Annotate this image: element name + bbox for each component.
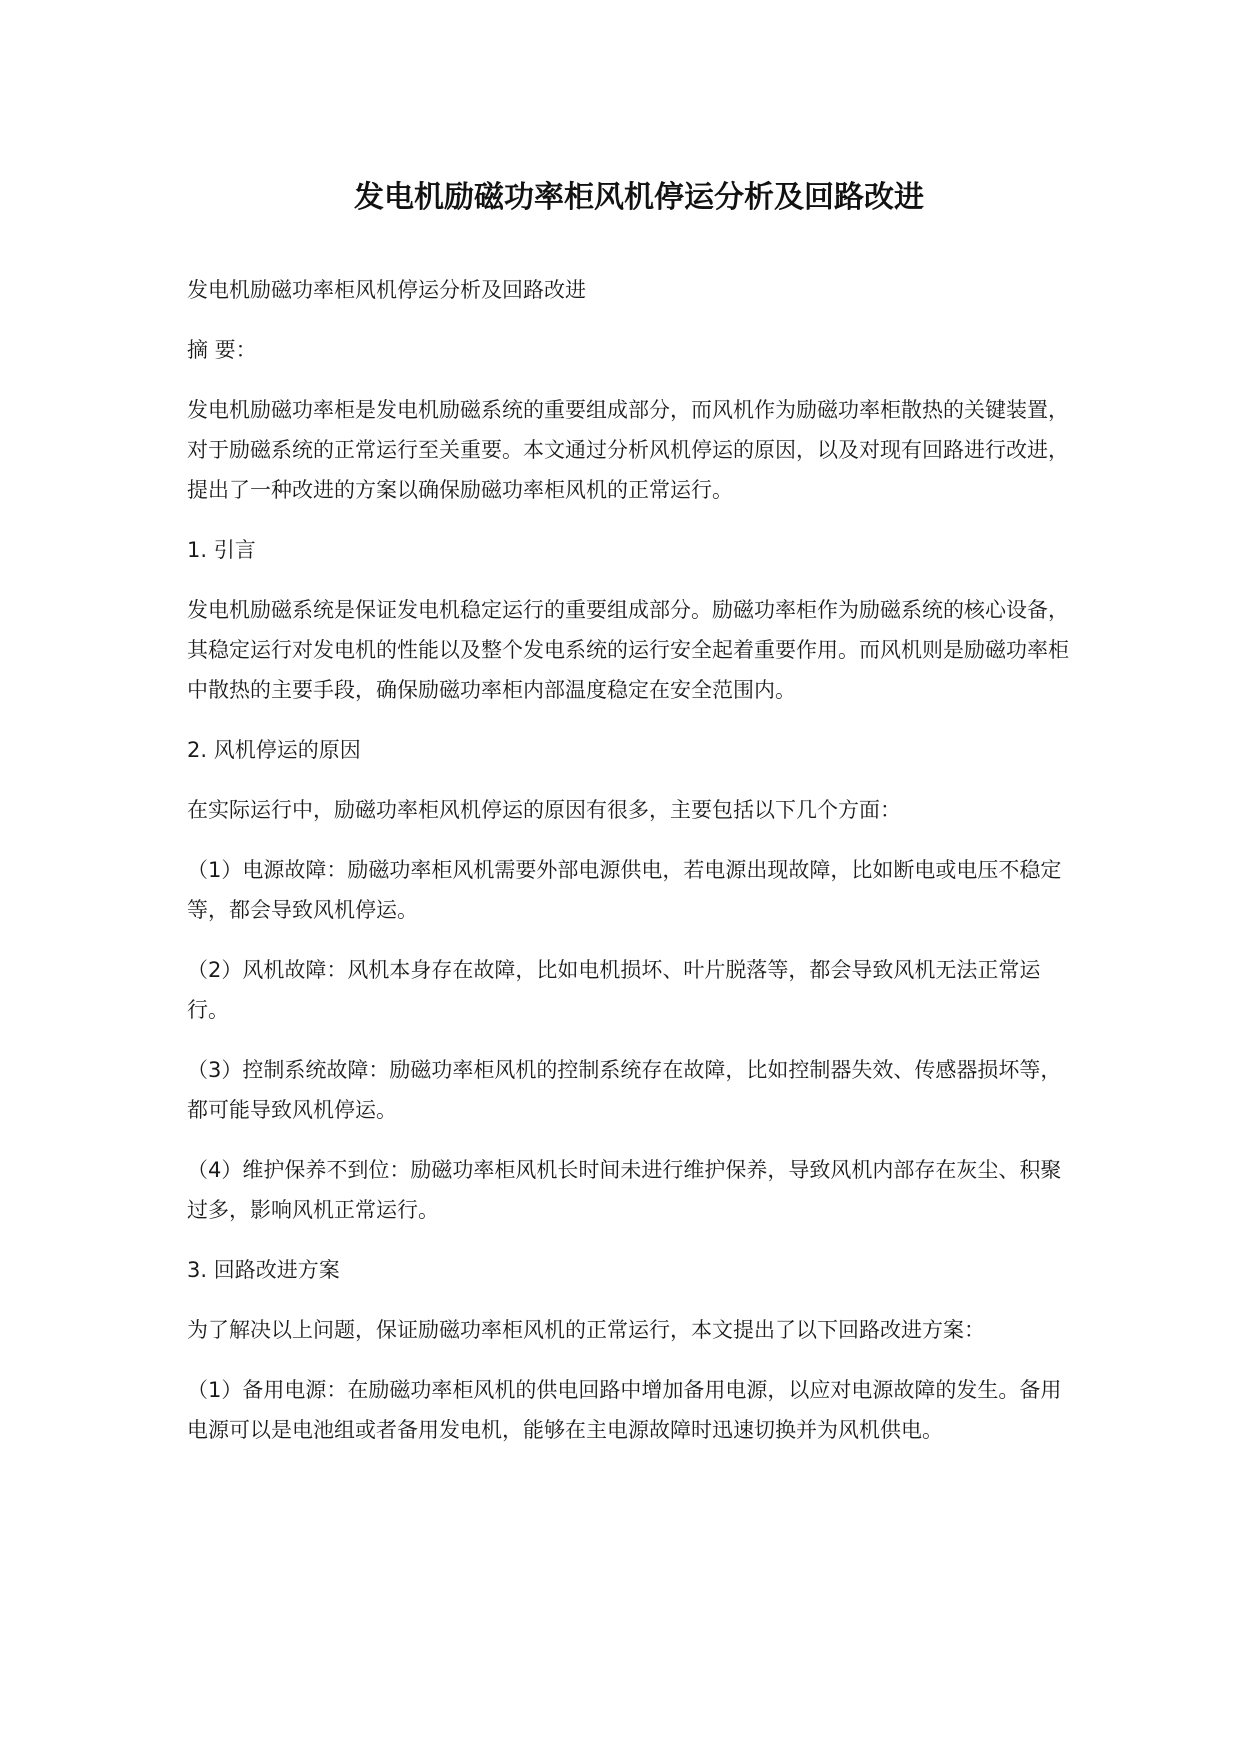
- improvement-intro-paragraph: 为了解决以上问题，保证励磁功率柜风机的正常运行，本文提出了以下回路改进方案：: [187, 1318, 985, 1342]
- causes-intro-paragraph: 在实际运行中，励磁功率柜风机停运的原因有很多，主要包括以下几个方面：: [187, 798, 901, 822]
- improvement-item-backup-power: （1）备用电源：在励磁功率柜风机的供电回路中增加备用电源，以应对电源故障的发生。备用电源可以是电池组或者备用发电机，能够在主电源故障时迅速切换并为风机供电。: [187, 1378, 1062, 1442]
- abstract-paragraph: 发电机励磁功率柜是发电机励磁系统的重要组成部分，而风机作为励磁功率柜散热的关键装置，对于励磁系统的正常运行至关重要。本文通过分析风机停运的原因，以及对现有回路进行改进，提出了一种改进的方案以确保励磁功率柜风机的正常运行。: [187, 398, 1069, 502]
- document-body: [187, 270, 1081, 1450]
- section-heading-introduction: 1. 引言: [187, 538, 256, 562]
- section-heading-causes: 2. 风机停运的原因: [187, 738, 361, 762]
- cause-item-maintenance: （4）维护保养不到位：励磁功率柜风机长时间未进行维护保养，导致风机内部存在灰尘、积聚过多，影响风机正常运行。: [187, 1158, 1062, 1222]
- cause-item-control-fault: （3）控制系统故障：励磁功率柜风机的控制系统存在故障，比如控制器失效、传感器损坏等，都可能导致风机停运。: [187, 1058, 1062, 1122]
- section-heading-improvement: 3. 回路改进方案: [187, 1258, 340, 1282]
- cause-item-power-fault: （1）电源故障：励磁功率柜风机需要外部电源供电，若电源出现故障，比如断电或电压不稳定等，都会导致风机停运。: [187, 858, 1062, 922]
- document-subtitle: 发电机励磁功率柜风机停运分析及回路改进: [187, 278, 586, 302]
- cause-item-fan-fault: （2）风机故障：风机本身存在故障，比如电机损坏、叶片脱落等，都会导致风机无法正常运行。: [187, 958, 1041, 1022]
- abstract-label: 摘 要：: [187, 338, 257, 362]
- introduction-paragraph: 发电机励磁系统是保证发电机稳定运行的重要组成部分。励磁功率柜作为励磁系统的核心设备，其稳定运行对发电机的性能以及整个发电系统的运行安全起着重要作用。而风机则是励磁功率柜中散热的主要手段，确保励磁功率柜内部温度稳定在安全范围内。: [187, 598, 1069, 702]
- document-title: 发电机励磁功率柜风机停运分析及回路改进: [354, 180, 924, 215]
